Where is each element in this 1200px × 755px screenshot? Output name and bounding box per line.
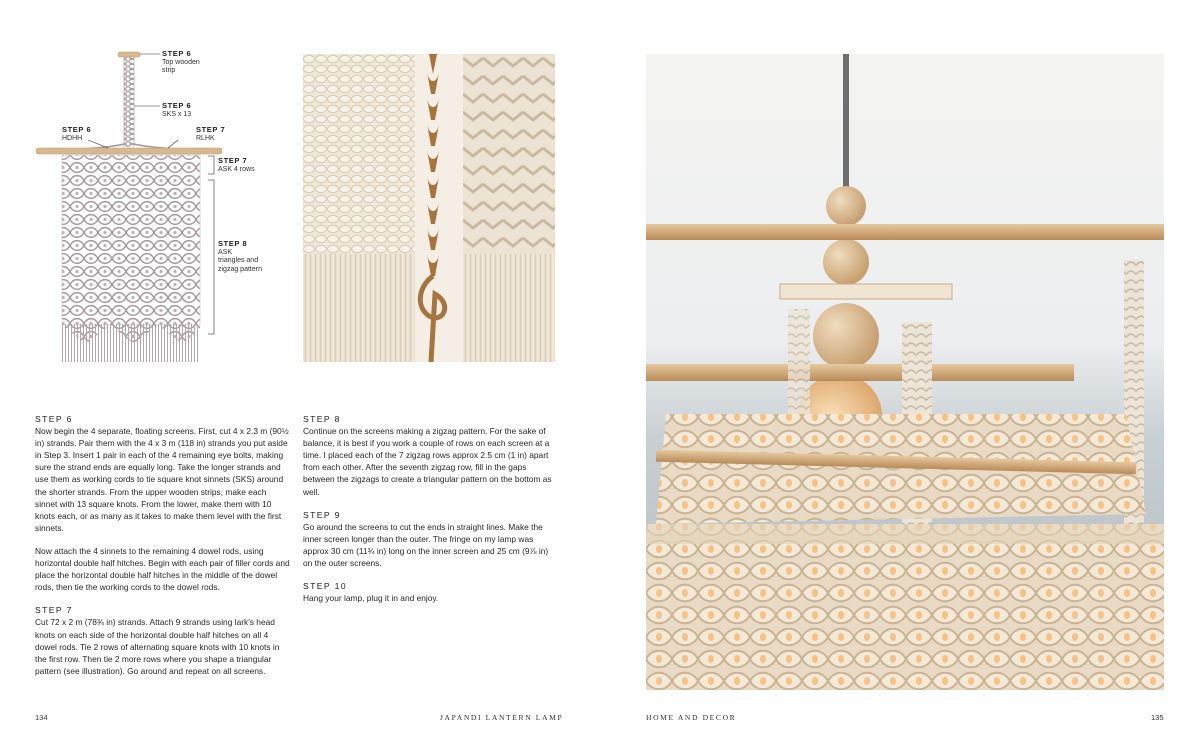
page-number-right: 135	[1151, 713, 1164, 722]
instructions-middle-column	[303, 413, 558, 615]
page-number-left: 134	[35, 713, 48, 722]
step7-heading: STEP 7	[35, 605, 73, 616]
lantern-lamp-photo	[646, 54, 1164, 690]
step8-heading: STEP 8	[303, 414, 341, 424]
detail-photo-image	[303, 54, 555, 362]
label-top-strip: STEP 6 Top wooden strip	[162, 49, 200, 74]
macrame-detail-photo	[303, 54, 555, 362]
step10-heading: STEP 10	[303, 581, 348, 592]
label-ask-rows: STEP 7 ASK 4 rows	[218, 156, 255, 173]
step9-heading: STEP 9	[303, 509, 341, 520]
step10-paragraph: Hang your lamp, plug it in and enjoy.	[303, 593, 439, 604]
lamp-photo-image	[646, 54, 1164, 690]
macrame-illustration	[28, 44, 288, 374]
step7-paragraph: Cut 72 x 2 m (78¾ in) strands. Attach 9 strands using lark's head knots on each side of the horizontal double half hitches on all 4 dowel rods. Tie 2 rows of alternating square knots with 10 knots in the first row. Then tie 2 more rows where you shape a triangular pattern (see illustration). Go around and repeat on all screens.	[35, 617, 280, 676]
running-head-right: HOME AND DECOR	[646, 713, 737, 722]
instructions-left-column	[35, 413, 290, 688]
step6-heading: STEP 6	[35, 414, 73, 424]
label-ask-zigzag: STEP 8 ASK triangles and zigzag pattern	[218, 239, 262, 273]
step6-paragraph-2: Now attach the 4 sinnets to the remaining 4 dowel rods, using horizontal double half hitches. Begin with each pair of filler cords and place the horizontal double half hitches in the middle of the dowel rods, then tie the working cords to the dowel rods.	[35, 545, 290, 593]
step9-paragraph: Go around the screens to cut the ends in straight lines. Make the inner screen longer than the outer. The fringe on my lamp was approx 30 cm (11¾ in) long on the inner screen and 25 cm (9⅞ in) on the outer screens.	[303, 521, 549, 569]
label-rlhk: STEP 7 RLHK	[196, 125, 226, 142]
macrame-diagram	[28, 44, 288, 374]
running-head-left: JAPANDI LANTERN LAMP	[440, 713, 564, 722]
step6-paragraph-1: Now begin the 4 separate, floating screens. First, cut 4 x 2.3 m (90½ in) strands. Pair them with the 4 x 3 m (118 in) strands you put aside in Step 3. Insert 1 pair in each of the 4 remaining eye bolts, making sure the strand ends are equally long. Take the longer strands and use them as working cords to tie square knot sinnets (SKS) around the shorter strands. From the upper wooden strips, make each sinnet with 13 square knots. From the lower, make them with 10 knots each, or as many as it takes to make them level with the first sinnets.	[35, 426, 289, 533]
label-hdhh: STEP 6 HDHH	[62, 125, 92, 142]
step8-paragraph: Continue on the screens making a zigzag pattern. For the sake of balance, it is best if you work a couple of rows on each screen at a time. I placed each of the 7 zigzag rows approx 2.5 cm (1 in) apart from each other. After the seventh zigzag row, fill in the gaps between the zigzags to create a triangular pattern on the bottom as well.	[303, 426, 552, 497]
label-sks: STEP 6 SKS x 13	[162, 101, 192, 118]
